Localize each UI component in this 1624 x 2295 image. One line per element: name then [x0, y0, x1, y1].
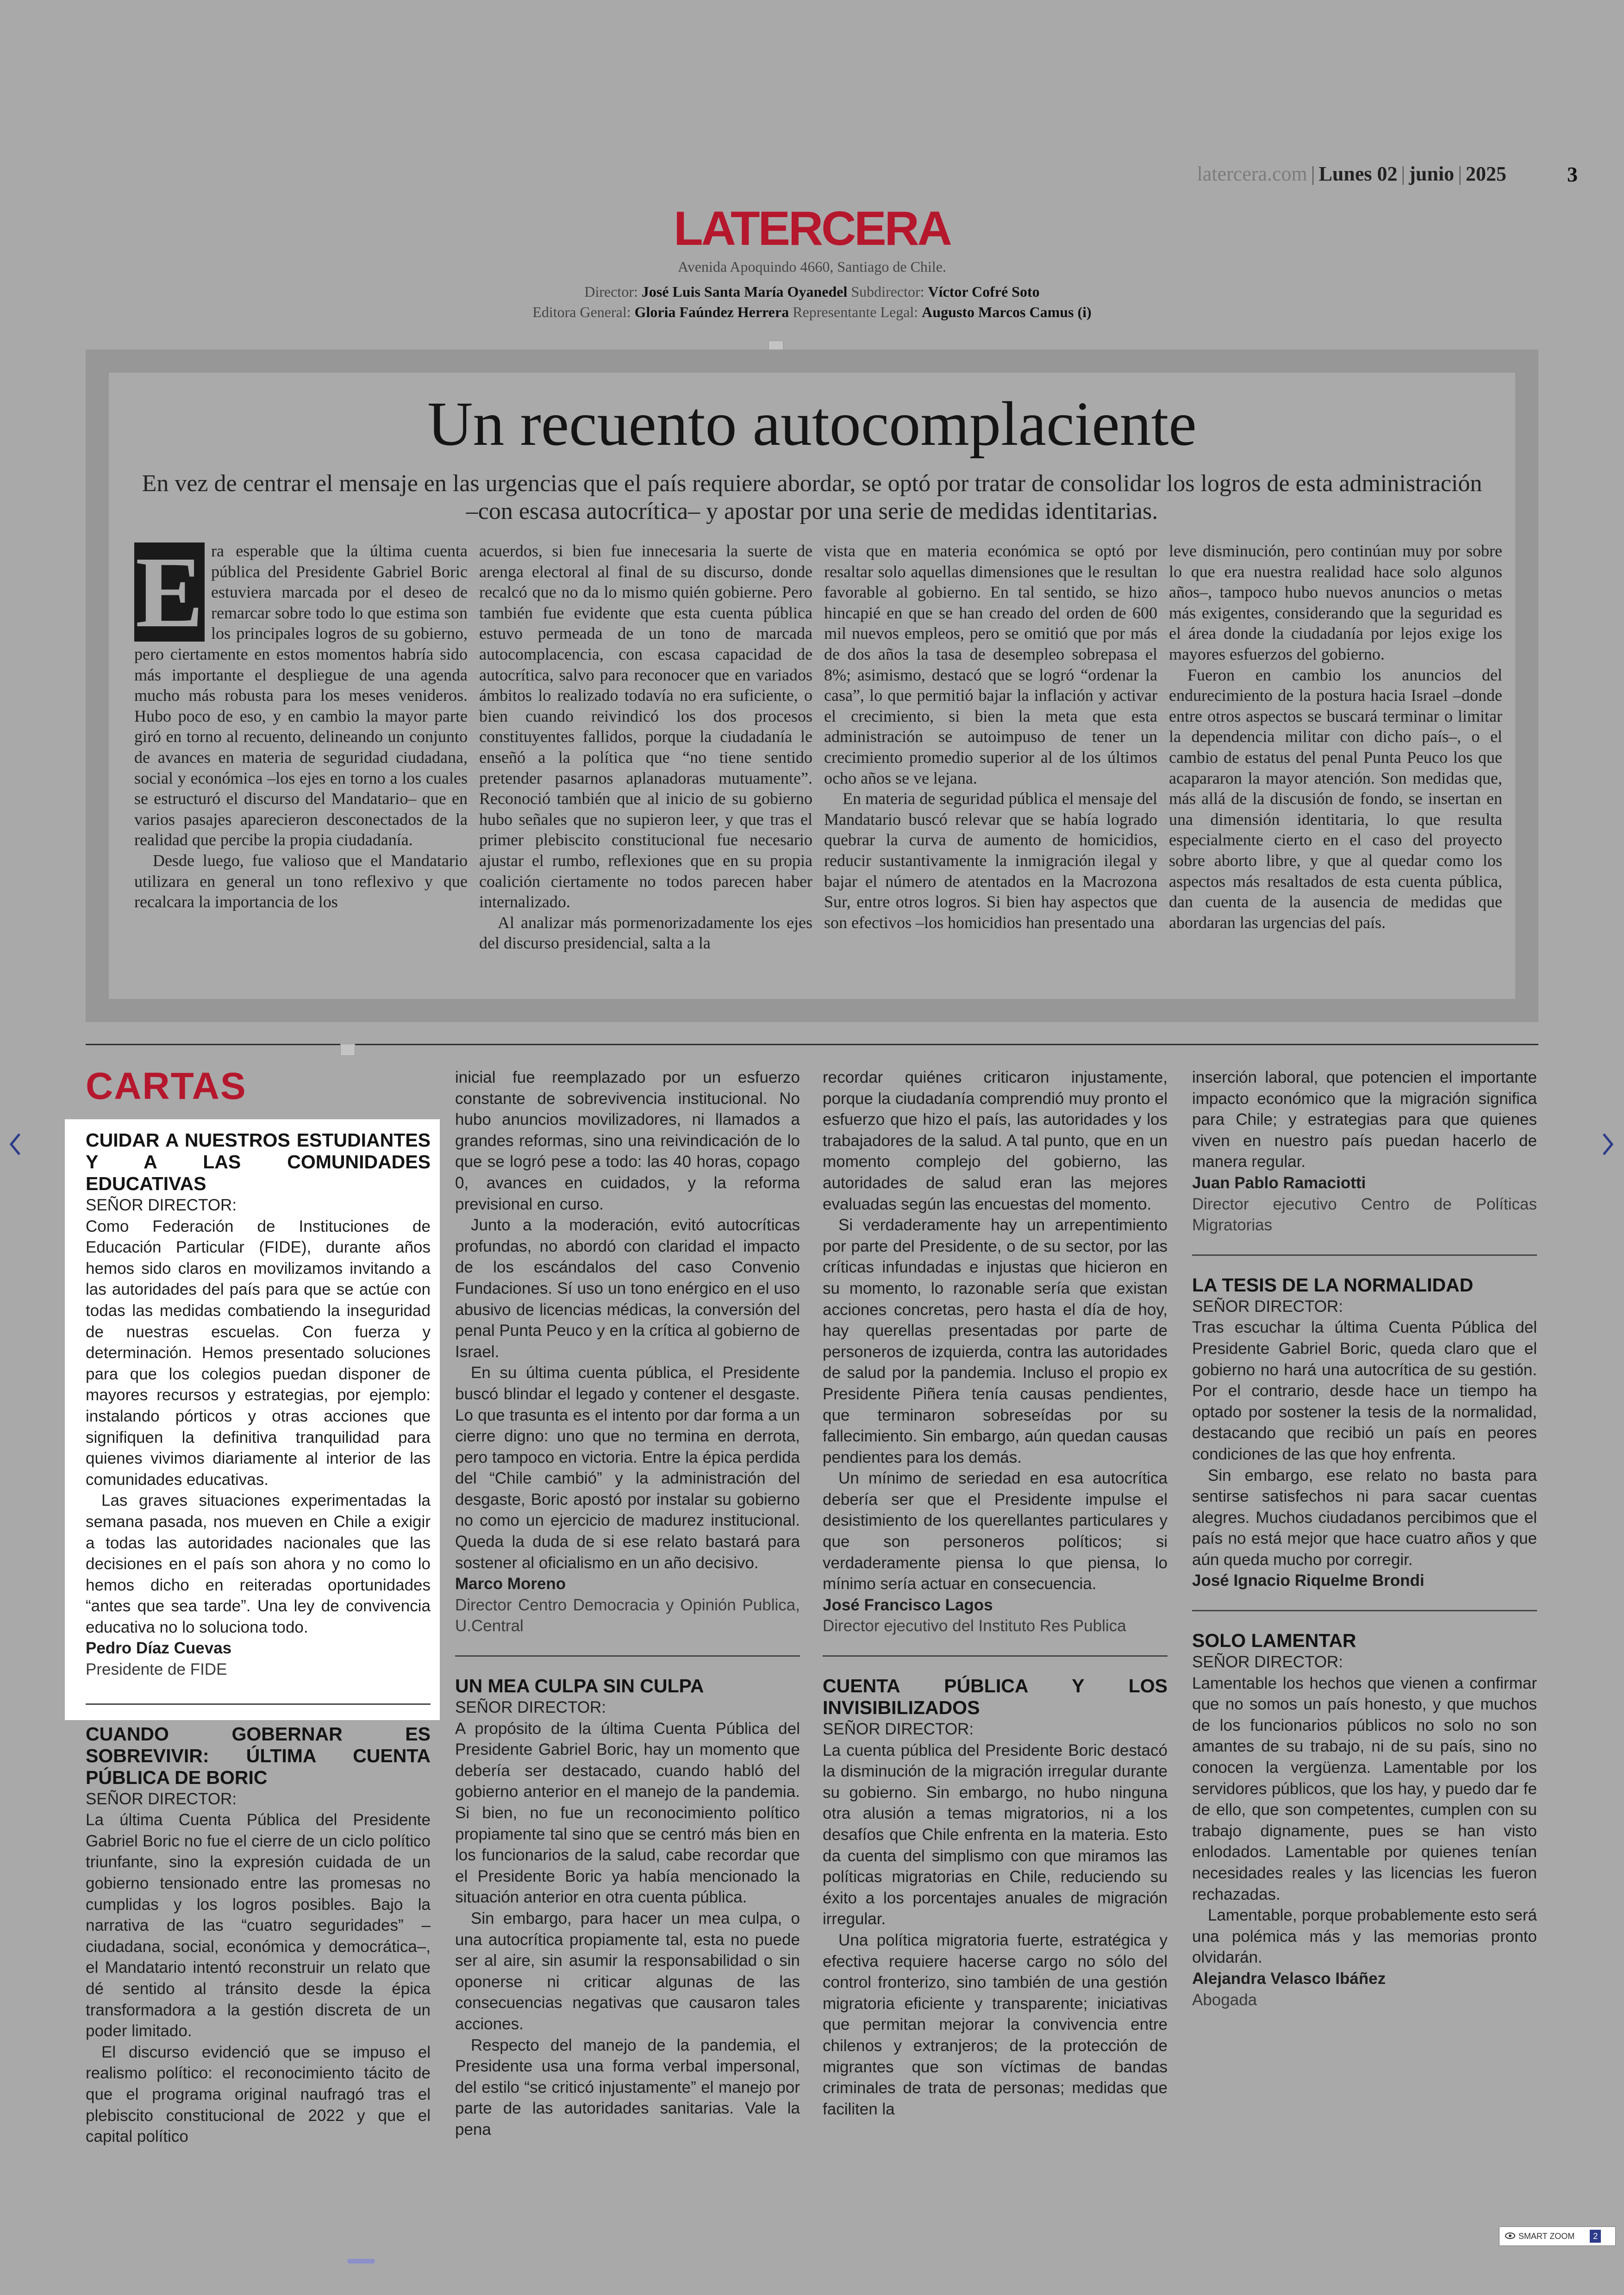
letter-divider — [823, 1655, 1168, 1657]
letter-author-role: Presidente de FIDE — [86, 1660, 227, 1679]
letter-title[interactable]: UN MEA CULPA SIN CULPA — [455, 1675, 704, 1697]
editorial-title: Un recuento autocomplaciente — [427, 389, 1197, 459]
letter-card[interactable]: CUIDAR A NUESTROS ESTUDIANTES Y A LAS COMUNIDADES EDUCATIVAS SEÑOR DIRECTOR: Como Federación de Instituciones de Educación Particular (FIDE), durante años hemos sido claros en movilizamos invitando a las autoridades del país para que se actúe con todas las medidas combatiendo la inseguridad de nuestras escuelas. Con fuerza y determinación. Hemos presentado soluciones para que los colegios puedan disponer de mayores recursos y estrategias, por ejemplo: instalando pórticos y otras acciones que signifiquen la definitiva tranquilidad para quienes vivimos diariamente al interior de las comunidades educativas. Las graves situaciones experimentadas la semana pasada, nos mueven en Chile a exigir a todas las autoridades nacionales que las decisiones en el país son ahora y no como lo hemos dicho en reiteradas oportunidades “antes que sea tarde”. Una ley de convivencia educativa no lo soluciona todo. Pedro Díaz Cuevas Presidente de FIDE — [86, 1129, 431, 1680]
letter-divider — [1192, 1610, 1537, 1611]
representante-name: Augusto Marcos Camus (i) — [922, 304, 1092, 320]
smart-zoom-label: SMART ZOOM — [1518, 2232, 1575, 2241]
date-line: latercera.com | Lunes 02 | junio | 2025 — [1197, 162, 1506, 185]
letters-column-4: inserción laboral, que potencien el importante impacto económico que la migración significa para Chile; y estrategias para que quienes viven en nuestro país puedan hacerlo de manera regular. Juan Pablo Ramaciotti Director ejecutivo Centro de Políticas Migratorias LA TESIS DE LA NORMALIDAD SEÑOR DIRECTOR: Tras escuchar la última Cuenta Pública del Presidente Gabriel Boric, queda claro que el gobierno no hará una autocrítica de su gestión. Por el contrario, desde hace un tiempo ha optado por sostener la tesis de la normalidad, destacando que recibió un país en peores condiciones de las que hoy enfrenta. Sin embargo, ese relato no basta para sentirse satisfechos ni para sacar cuentas alegres. Muchos ciudadanos percibimos que el país no está mejor que hace cuatro años y que aún queda mucho por corregir. José Ignacio Riquelme Brondi SOLO LAMENTAR SEÑOR DIRECTOR: Lamentable los hechos que vienen a confirmar que no somos un país honesto, y que muchos de los funcionarios públicos no solo no son amantes de su trabajo, ni de su país, sino no conocen la vergüenza. Lamentable por los servidores públicos, que los hay, y puedo dar fe de ello, que son competentes, cumplen con su trabajo dignamente, pues se han visto enlodados. Lamentable por quienes tenían necesidades reales y las licencias les fueron rechazadas. Lamentable, porque probablemente esto será una polémica más y las memorias pronto olvidarán. Alejandra Velasco Ibáñez Abogada — [1192, 1067, 1537, 2010]
salutation: SEÑOR DIRECTOR: — [823, 1720, 974, 1739]
letter-author-role: Abogada — [1192, 1990, 1257, 2009]
letter-author: Pedro Díaz Cuevas — [86, 1639, 232, 1658]
editorial-column-2: acuerdos, si bien fue innecesaria la suerte de arenga electoral al final de su discurso, donde recalcó que no da lo mismo quién gobierne. Pero también fue evidente que esta cuenta pública estuvo permeada de un tono de marcada autocomplacencia, con escasa capacidad de autocrítica, salvo para reconocer que en variados ámbitos lo realizado todavía no era suficiente, o bien cuando reivindicó los dos procesos constituyentes fallidos, porque la ciudadanía le enseñó a la política que “no tiene sentido pretender pasarnos aplanadoras mutuamente”. Reconoció también que al inicio de su gobierno hubo señales que no supieron leer, y que tras el primer plebiscito constitucional fue necesario ajustar el rumbo, reflexiones que en su propia coalición ciertamente no todos parecen haber internalizado. Al analizar más pormenorizadamente los ejes del discurso presidencial, salta a la — [479, 542, 812, 953]
letter-author-role: Director ejecutivo del Instituto Res Publica — [823, 1617, 1126, 1635]
letter-title[interactable]: CUIDAR A NUESTROS ESTUDIANTES Y A LAS COMUNIDADES EDUCATIVAS — [86, 1129, 431, 1194]
letter-card[interactable]: CUANDO GOBERNAR ES SOBREVIVIR: ÚLTIMA CUENTA PÚBLICA DE BORIC SEÑOR DIRECTOR: La última Cuenta Pública del Presidente Gabriel Boric no fue el cierre de un ciclo político triunfante, sino la expresión cuidada de un gobierno tensionado entre las promesas no cumplidas y los logros posibles. Bajo la narrativa de las “cuatro seguridades” –ciudadana, social, económica y democrática–, el Mandatario intentó reconstruir un relato que dé sentido al tránsito desde la épica transformadora a la gestión discreta de un poder limitado. El discurso evidenció que se impuso el realismo político: el reconocimiento tácito de que el programa original naufragó tras el plebiscito constitucional de 2022 y que el capital político — [86, 1723, 431, 2146]
date-month: junio — [1409, 162, 1455, 185]
letter-title[interactable]: CUANDO GOBERNAR ES SOBREVIVIR: ÚLTIMA CUENTA PÚBLICA DE BORIC — [86, 1723, 431, 1788]
page-number: 3 — [1567, 162, 1578, 186]
letter-author: José Ignacio Riquelme Brondi — [1192, 1572, 1424, 1590]
editorial-column-4: leve disminución, pero continúan muy por sobre lo que era nuestra realidad hace solo algunos años–, tampoco hubo nuevos anuncios o metas más exigentes, considerando que la seguridad es el área donde la ciudadanía por lejos exige los mayores esfuerzos del gobierno. Fueron en cambio los anuncios del endurecimiento de la postura hacia Israel –donde entre otros aspectos se buscará terminar o limitar la dependencia militar con dicho país–, o el cambio de estatus del penal Punta Peuco los que acapararon la mayor atención. Son medidas que, más allá de la discusión de fondo, se insertan en una dimensión identitaria, lo que resulta especialmente cierto en el caso del proyecto sobre aborto libre, y que al quedar como los aspectos más resaltados de esta cuenta pública, dan cuenta de la ausencia de medidas que abordaran las urgencias del país. — [1169, 542, 1502, 932]
smart-zoom-count: 2 — [1590, 2230, 1601, 2243]
letter-card[interactable]: CUENTA PÚBLICA Y LOS INVISIBILIZADOS SEÑOR DIRECTOR: La cuenta pública del Presidente Boric destacó la disminución de la migración irregular durante su gobierno. Sin embargo, no hubo ninguna otra alusión a temas migratorios, ni a los desafíos que Chile enfrenta en la materia. Esto da cuenta del simplismo con que miramos las políticas migratorias en Chile, reduciendo su éxito a los porcentajes anuales de migración irregular. Una política migratoria fuerte, estratégica y efectiva requiere hacerse cargo no sólo del control fronterizo, sino también de una gestión migratoria eficiente y transparente; iniciativas que permitan mejorar la convivencia entre chilenos y extranjeros; de la protección de migrantes que son víctimas de bandas criminales de trata de personas; medidas que faciliten la — [823, 1675, 1168, 2118]
salutation: SEÑOR DIRECTOR: — [455, 1698, 606, 1717]
letter-divider — [1192, 1254, 1537, 1256]
letter-card[interactable]: LA TESIS DE LA NORMALIDAD SEÑOR DIRECTOR: Tras escuchar la última Cuenta Pública del Presidente Gabriel Boric, queda claro que el gobierno no hará una autocrítica de su gestión. Por el contrario, desde hace un tiempo ha optado por sostener la tesis de la normalidad, destacando que recibió un país en peores condiciones de las que hoy enfrenta. Sin embargo, ese relato no basta para sentirse satisfechos ni para sacar cuentas alegres. Muchos ciudadanos percibimos que el país no está mejor que hace cuatro años y que aún queda mucho por corregir. José Ignacio Riquelme Brondi — [1192, 1274, 1537, 1591]
letter-divider — [455, 1655, 800, 1657]
letter-divider — [86, 1703, 431, 1705]
salutation: SEÑOR DIRECTOR: — [1192, 1297, 1343, 1316]
letter-card[interactable]: SOLO LAMENTAR SEÑOR DIRECTOR: Lamentable los hechos que vienen a confirmar que no somos un país honesto, y que muchos de los funcionarios públicos no solo no son amantes de su trabajo, ni de su país, sino no conocen la vergüenza. Lamentable por los servidores públicos, que los hay, y puedo dar fe de ello, que son competentes, cumplen con su trabajo dignamente, pues se han visto enlodados. Lamentable por quienes tenían necesidades reales y las licencias les fueron rechazadas. Lamentable, porque probablemente esto será una polémica más y las memorias pronto olvidarán. Alejandra Velasco Ibáñez Abogada — [1192, 1630, 1537, 2010]
editorial-column-3: vista que en materia económica se optó por resaltar solo aquellas dimensiones que le resultan favorable al gobierno. En tal sentido, se hizo hincapié en que se han creado del orden de 600 mil nuevos empleos, pero se omitió que por más de dos años la tasa de desempleo sobrepasa el 8%; asimismo, destacó que se logró “ordenar la casa”, lo que permitió bajar la inflación y activar el crecimiento, si bien la meta que esta administración se autoimpuso de tener un crecimiento promedio superior al de los últimos ocho años se ve lejana. En materia de seguridad pública el mensaje del Mandatario buscó relevar que se había logrado quebrar la curva de aumento de homicidios, reducir sustantivamente la inmigración ilegal y bajar el número de atentados en la Macrozona Sur, entre otros logros. Si bien hay aspectos que son efectivos –los homicidios han presentado una — [824, 542, 1157, 932]
date-year: 2025 — [1466, 162, 1506, 185]
subdirector-name: Víctor Cofré Soto — [928, 283, 1040, 300]
chevron-right-icon[interactable] — [1597, 1129, 1618, 1166]
letter-title[interactable]: LA TESIS DE LA NORMALIDAD — [1192, 1274, 1474, 1296]
letters-column-1 — [86, 1129, 431, 2147]
eye-icon — [1504, 2227, 1516, 2245]
letter-card[interactable]: UN MEA CULPA SIN CULPA SEÑOR DIRECTOR: A propósito de la última Cuenta Pública del Presidente Gabriel Boric, hay un momento que debería ser destacado, cuando habló del gobierno anterior en el manejo de la pandemia. Si bien, no fue un reconocimiento político propiamente tal sino que se centró más bien en los funcionarios de la salud, cabe recordar que el Presidente Boric ya había mencionado la situación anterior en otra cuenta pública. Sin embargo, para hacer un mea culpa, o una autocrítica propiamente tal, esta no puede ser al aire, sin asumir la responsabilidad o sin oponerse ni criticar algunas de las consecuencias negativas que causaron tales acciones. Respecto del manejo de la pandemia, el Presidente usa una forma verbal impersonal, del estilo “se criticó injustamente” el manejo por parte de las autoridades sanitarias. Vale la pena — [455, 1675, 800, 2139]
editorial-column-1: E ra esperable que la última cuenta pública del Presidente Gabriel Boric estuviera marcada por el deseo de remarcar sobre todo lo que estima son los principales logros de su gobierno, pero ciertamente en estos momentos habría sido más importante el despliegue de una agenda mucho más robusta para los meses venideros. Hubo poco de eso, y en cambio la mayor parte giró en torno al recuento, delineando un conjunto de avances en materia de seguridad ciudadana, social y económica –los ejes en torno a los cuales se estructuró el discurso del Mandatario– que en varios pasajes aparecieron desconectados de la realidad que percibe la propia ciudadanía. Desde luego, fue valioso que el Mandatario utilizara en general un tono reflexivo y que recalcara la importancia de los — [134, 536, 468, 911]
letter-author: Alejandra Velasco Ibáñez — [1192, 1969, 1386, 1988]
letters-section-title: CARTAS — [86, 1065, 247, 1107]
drop-cap: E — [134, 543, 205, 642]
chevron-left-icon[interactable] — [6, 1129, 26, 1166]
date-day: Lunes 02 — [1318, 162, 1398, 185]
letter-title[interactable]: CUENTA PÚBLICA Y LOS INVISIBILIZADOS — [823, 1675, 1168, 1719]
section-divider — [86, 1044, 1538, 1045]
letter-author: José Francisco Lagos — [823, 1596, 993, 1614]
salutation: SEÑOR DIRECTOR: — [86, 1196, 237, 1214]
letter-author: Juan Pablo Ramaciotti — [1192, 1173, 1366, 1192]
smart-zoom-button[interactable] — [1499, 2226, 1616, 2246]
editorial-subtitle: En vez de centrar el mensaje en las urgencias que el país requiere abordar, se optó por tratar de consolidar los logros de esta administración –con escasa autocrítica– y apostar por una serie de medidas identitarias. — [142, 470, 1482, 524]
letter-author-role: Director Centro Democracia y Opinión Publica, U.Central — [455, 1596, 800, 1635]
director-name: José Luis Santa María Oyanedel — [641, 283, 848, 300]
letter-title[interactable]: SOLO LAMENTAR — [1192, 1630, 1356, 1652]
masthead-editors: Editora General: Gloria Faúndez Herrera Representante Legal: Augusto Marcos Camus (i) — [532, 304, 1092, 320]
editora-name: Gloria Faúndez Herrera — [634, 304, 789, 320]
letters-column-2: inicial fue reemplazado por un esfuerzo constante de sobrevivencia institucional. No hubo anuncios movilizadores, ni llamados a grandes reformas, sino una reivindicación de lo que se logró pese a todo: las 40 horas, copago 0, avances en cuidados, y la reforma previsional en curso. Junto a la moderación, evitó autocríticas profundas, no abordó con claridad el impacto de los escándalos del caso Convenio Fundaciones. Sí uso un tono enérgico en el uso abusivo de licencias médicas, la conversión del penal Punta Peuco y en la crítica al gobierno de Israel. En su última cuenta pública, el Presidente buscó blindar el legado y contener el desgaste. Lo que trasunta es el intento por dar forma a un cierre digno: uno que no termina en derrota, pero tampoco en victoria. Entre la épica perdida del “Chile cambió” y la administración del desgaste, Boric apostó por instalar su gobierno no como un ejercicio de madurez institucional. Queda la duda de si ese relato bastará para sostener al oficialismo en un año decisivo. Marco Moreno Director Centro Democracia y Opinión Publica, U.Central UN MEA CULPA SIN CULPA SEÑOR DIRECTOR: A propósito de la última Cuenta Pública del Presidente Gabriel Boric, hay un momento que debería ser destacado, cuando habló del gobierno anterior en el manejo de la pandemia. Si bien, no fue un reconocimiento político propiamente tal sino que se centró más bien en los funcionarios de la salud, cabe recordar que el Presidente Boric ya había mencionado la situación anterior en otra cuenta pública. Sin embargo, para hacer un mea culpa, o una autocrítica propiamente tal, esta no puede ser al aire, sin asumir la responsabilidad o sin oponerse ni criticar algunas de las consecuencias negativas que causaron tales acciones. Respecto del manejo de la pandemia, el Presidente usa una forma verbal impersonal, del estilo “se criticó injustamente” el manejo por parte de las autoridades sanitarias. Vale la pena — [455, 1067, 800, 2140]
horizontal-scrollbar[interactable] — [347, 2259, 375, 2264]
letter-author-role: Director ejecutivo Centro de Políticas Migratorias — [1192, 1195, 1537, 1235]
salutation: SEÑOR DIRECTOR: — [86, 1790, 237, 1808]
letter-author: Marco Moreno — [455, 1575, 566, 1593]
letters-drag-handle[interactable] — [340, 1044, 355, 1056]
site-name[interactable]: latercera.com — [1197, 162, 1307, 185]
masthead-directors: Director: José Luis Santa María Oyanedel Subdirector: Víctor Cofré Soto — [584, 283, 1040, 300]
letters-column-3: recordar quiénes criticaron injustamente, porque la ciudadanía comprendió muy pronto el esfuerzo que hizo el país, las autoridades y los trabajadores de la salud. A tal punto, que en un momento complejo del gobierno, las autoridades de salud eran las mejores evaluadas según las encuestas del momento. Si verdaderamente hay un arrepentimiento por parte del Presidente, o de su sector, por las críticas infundadas e injustas que hicieron en su momento, lo razonable sería que existan acciones concretas, pero hasta el día de hoy, hay querellas presentadas por parte de personeros de izquierda, contra las autoridades de salud por la pandemia. Incluso el propio ex Presidente Piñera tenía causas pendientes, que terminaron sobreseídas por su fallecimiento. Sin embargo, aún quedan causas pendientes para los demás. Un mínimo de seriedad en esa autocrítica debería ser que el Presidente impulse el desistimiento de los querellantes particulares y que son personeros políticos; si verdaderamente piensa lo que piensa, lo mínimo sería actuar en consecuencia. José Francisco Lagos Director ejecutivo del Instituto Res Publica CUENTA PÚBLICA Y LOS INVISIBILIZADOS SEÑOR DIRECTOR: La cuenta pública del Presidente Boric destacó la disminución de la migración irregular durante su gobierno. Sin embargo, no hubo ninguna otra alusión a temas migratorios, ni a los desafíos que Chile enfrenta en la materia. Esto da cuenta del simplismo con que miramos las políticas migratorias en Chile, reduciendo su éxito a los porcentajes anuales de migración irregular. Una política migratoria fuerte, estratégica y efectiva requiere hacerse cargo no sólo del control fronterizo, sino también de una gestión migratoria eficiente y transparente; iniciativas que permitan mejorar la convivencia entre chilenos y extranjeros; de la protección de migrantes que son víctimas de bandas criminales de trata de personas; medidas que faciliten la — [823, 1067, 1168, 2120]
address: Avenida Apoquindo 4660, Santiago de Chile. — [678, 258, 946, 275]
newspaper-logo: LATERCERA — [674, 202, 950, 256]
salutation: SEÑOR DIRECTOR: — [1192, 1653, 1343, 1671]
